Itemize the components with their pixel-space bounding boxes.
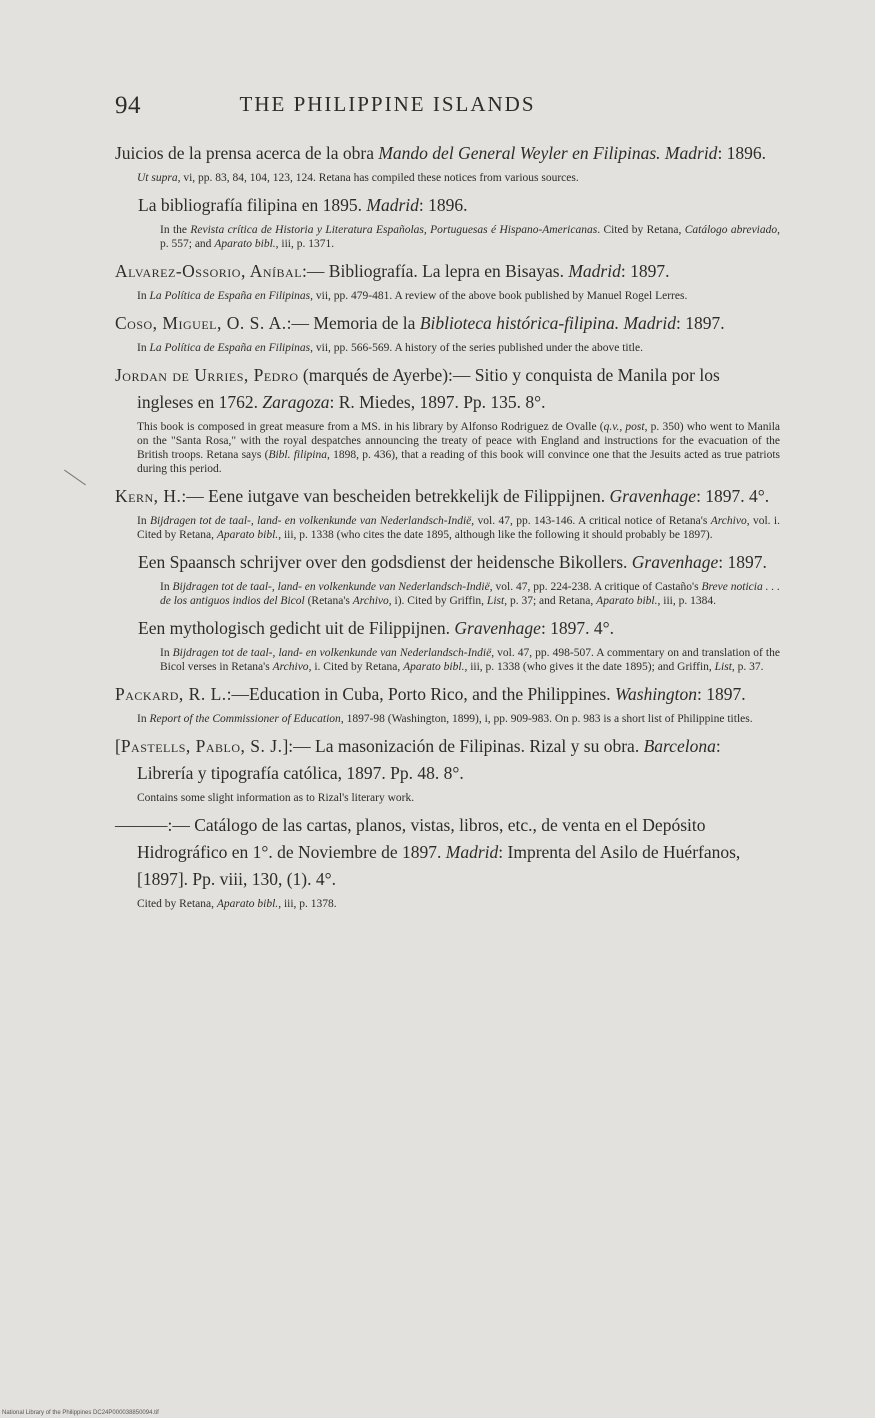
bibliography-entry <box>115 258 780 303</box>
running-head <box>115 92 600 122</box>
annotation-run: La Política de España en Filipinas <box>149 342 311 354</box>
annotation-run: , i. Cited by Retana, <box>308 661 404 673</box>
citation-run: Mando del General Weyler en Filipinas. Madrid <box>378 143 718 163</box>
citation-run: (marqués de Ayerbe):— Sitio y conquista de Manila por los ingleses en 1762. <box>137 365 720 412</box>
citation-run: : 1897. 4°. <box>540 618 615 638</box>
annotation-run: , vol. 47, pp. 498-507. A commentary on and translation of the Bicol verses in Retana's <box>160 647 780 673</box>
annotation-run: In <box>137 713 150 725</box>
annotation-run: Ut supra <box>137 172 178 184</box>
citation-run: Madrid <box>568 261 621 281</box>
annotation-run: , iii, p. 1338 (who gives it the date 1895); and Griffin, <box>464 661 715 673</box>
citation-run: Zaragoza <box>262 392 330 412</box>
citation-run: Kern, H. <box>115 486 182 506</box>
scan-footer-mark: National Library of the Philippines DC24P000038850094.tif <box>2 1410 159 1416</box>
entry-citation <box>115 362 780 416</box>
bibliography-entry <box>115 681 780 726</box>
entry-annotation <box>137 897 780 911</box>
page-number: 94 <box>115 92 141 119</box>
entry-citation <box>115 140 780 167</box>
citation-run: [ <box>115 736 121 756</box>
citation-run: Pastells, Pablo, S. J. <box>120 736 283 756</box>
annotation-run: , vi, pp. 83, 84, 104, 123, 124. Retana has compiled these notices from various sources. <box>177 172 579 184</box>
annotation-run: q.v., post <box>603 421 645 433</box>
citation-run: : 1896. <box>717 143 767 163</box>
annotation-run: , p. 557; and <box>160 224 780 250</box>
annotation-run: La Política de España en Filipinas <box>149 290 311 302</box>
citation-run: Madrid <box>445 842 499 862</box>
citation-run: Biblioteca histórica-filipina. Madrid <box>419 313 676 333</box>
annotation-run: Revista crítica de Historia y Literatura Españolas, Portuguesas é Hispano-Americanas <box>190 224 598 236</box>
citation-run: : Imprenta del Asilo de Huérfanos, [1897]. Pp. viii, 130, (1). 4°. <box>137 842 741 889</box>
bibliography-entry <box>115 362 780 476</box>
citation-run: La bibliografía filipina en 1895. <box>138 195 367 215</box>
entry-annotation <box>137 289 780 303</box>
annotation-run: , p. 37; and Retana, <box>504 595 597 607</box>
annotation-run: , iii, p. 1338 (who cites the date 1895, although like the following it should probably be 1897). <box>278 529 713 541</box>
citation-run: Alvarez-Ossorio, Aníbal <box>115 261 303 281</box>
annotation-run: , p. 37. <box>731 661 764 673</box>
entry-citation <box>115 733 780 787</box>
annotation-run: , iii, p. 1384. <box>657 595 716 607</box>
annotation-run: In the <box>160 224 191 236</box>
entry-annotation <box>137 171 780 185</box>
annotation-run: Aparato bibl. <box>216 898 279 910</box>
annotation-run: In <box>160 581 173 593</box>
annotation-run: Aparato bibl. <box>596 595 658 607</box>
annotation-run: In <box>137 290 150 302</box>
annotation-run: Breve noticia . . . de los antiguos indios del Bicol <box>160 581 780 607</box>
citation-run: : 1896. <box>418 195 468 215</box>
citation-run: Washington <box>615 684 698 704</box>
entry-annotation <box>137 420 780 476</box>
citation-run: :— Memoria de la <box>286 313 420 333</box>
annotation-run: Cited by Retana, <box>137 898 217 910</box>
citation-run: ]:— La masonización de Filipinas. Rizal y su obra. <box>282 736 644 756</box>
running-title: THE PHILIPPINE ISLANDS <box>239 92 536 116</box>
bibliography-entry <box>115 812 780 911</box>
entry-citation <box>115 812 780 893</box>
entry-citation <box>115 192 780 219</box>
citation-run: ———:— Catálogo de las cartas, planos, vistas, libros, etc., de venta en el Depósito Hidrográfico en 1°. de Noviembre de 1897. <box>115 815 706 862</box>
annotation-run: In <box>137 342 150 354</box>
citation-run: :— Bibliografía. La lepra en Bisayas. <box>302 261 569 281</box>
citation-run: : 1897. 4°. <box>696 486 770 506</box>
annotation-run: Bijdragen tot de taal-, land- en volkenkunde van Nederlandsch-Indië <box>149 515 472 527</box>
annotation-run: , iii, p. 1378. <box>278 898 337 910</box>
citation-run: Een mythologisch gedicht uit de Filippijnen. <box>138 618 455 638</box>
annotation-run: List <box>714 661 732 673</box>
citation-run: Gravenhage <box>454 618 541 638</box>
margin-pencil-mark <box>64 470 86 486</box>
entry-citation <box>115 258 780 285</box>
annotation-run: , vii, pp. 566-569. A history of the series published under the above title. <box>310 342 643 354</box>
annotation-run: In <box>137 515 150 527</box>
citation-run: Gravenhage <box>609 486 697 506</box>
annotation-run: Aparato bibl. <box>403 661 465 673</box>
annotation-run: , p. 350) who went to Manila on the "Santa Rosa," with the royal despatches announcing the treaty of peace with England and instructions for the evacuation of the British troops. Retana says ( <box>137 421 781 461</box>
annotation-run: , 1898, p. 436), that a reading of this book will convince one that the Jesuits acted as true patriots during this period. <box>137 449 781 475</box>
annotation-run: Archivo <box>352 595 389 607</box>
annotation-run: Catálogo abreviado <box>684 224 778 236</box>
annotation-run: Archivo <box>272 661 309 673</box>
entry-citation <box>115 483 780 510</box>
bibliography-entry <box>115 140 780 185</box>
annotation-run: Bijdragen tot de taal-, land- en volkenkunde van Nederlandsch-Indië <box>172 581 490 593</box>
citation-run: Barcelona <box>643 736 716 756</box>
annotation-run: , vol. 47, pp. 224-238. A critique of Castaño's <box>489 581 702 593</box>
citation-run: :— Eene iutgave van bescheiden betrekkelijk de Filippijnen. <box>181 486 610 506</box>
citation-run: : 1897. <box>697 684 746 704</box>
citation-run: Coso, Miguel, O. S. A. <box>115 313 287 333</box>
entry-annotation <box>137 514 780 542</box>
annotation-run: Aparato bibl. <box>214 238 276 250</box>
annotation-run: , vol. 47, pp. 143-146. A critical notice of Retana's <box>471 515 711 527</box>
citation-run: : 1897. <box>620 261 670 281</box>
citation-run: : 1897. <box>675 313 725 333</box>
citation-run: : 1897. <box>718 552 767 572</box>
bibliography-entry <box>115 549 780 608</box>
entry-annotation <box>160 646 780 674</box>
citation-run: : R. Miedes, 1897. Pp. 135. 8°. <box>329 392 546 412</box>
bibliography-entry <box>115 733 780 805</box>
citation-run: : Librería y tipografía católica, 1897. Pp. 48. 8°. <box>137 736 721 783</box>
annotation-run: . Cited by Retana, <box>597 224 685 236</box>
entry-annotation <box>137 341 780 355</box>
annotation-run: List <box>486 595 505 607</box>
entry-citation <box>115 549 780 576</box>
annotation-run: Bijdragen tot de taal-, land- en volkenkunde van Nederlandsch-Indië <box>172 647 492 659</box>
entry-annotation <box>160 580 780 608</box>
entry-citation <box>115 681 780 708</box>
annotation-run: In <box>160 647 173 659</box>
entry-annotation <box>137 712 780 726</box>
entry-annotation <box>137 791 780 805</box>
annotation-run: , vol. i. Cited by Retana, <box>137 515 781 541</box>
annotation-run: Bibl. filipina <box>268 449 327 461</box>
annotation-run: Aparato bibl. <box>216 529 279 541</box>
bibliography-entries <box>115 140 780 918</box>
citation-run: :—Education in Cuba, Porto Rico, and the Philippines. <box>226 684 616 704</box>
annotation-run: , 1897-98 (Washington, 1899), i, pp. 909-983. On p. 983 is a short list of Philippine titles. <box>340 713 753 725</box>
citation-run: Packard, R. L. <box>115 684 227 704</box>
entry-citation <box>115 310 780 337</box>
bibliography-entry <box>115 483 780 542</box>
citation-run: Een Spaansch schrijver over den godsdienst der heidensche Bikollers. <box>138 552 632 572</box>
entry-citation <box>115 615 780 642</box>
annotation-run: Contains some slight information as to Rizal's literary work. <box>137 792 415 804</box>
annotation-run: This book is composed in great measure from a MS. in his library by Alfonso Rodriguez de Ovalle ( <box>137 421 604 433</box>
entry-annotation <box>160 223 780 251</box>
citation-run: Madrid <box>366 195 419 215</box>
bibliography-entry <box>115 615 780 674</box>
annotation-run: Archivo <box>710 515 747 527</box>
citation-run: Jordan de Urries, Pedro <box>115 365 299 385</box>
annotation-run: , i). Cited by Griffin, <box>388 595 487 607</box>
annotation-run: , iii, p. 1371. <box>275 238 335 250</box>
annotation-run: (Retana's <box>304 595 353 607</box>
bibliography-entry <box>115 192 780 251</box>
annotation-run: , vii, pp. 479-481. A review of the above book published by Manuel Rogel Lerres. <box>310 290 688 302</box>
citation-run: Juicios de la prensa acerca de la obra <box>115 143 379 163</box>
bibliography-entry <box>115 310 780 355</box>
citation-run: Gravenhage <box>631 552 719 572</box>
annotation-run: Report of the Commissioner of Education <box>149 713 341 725</box>
